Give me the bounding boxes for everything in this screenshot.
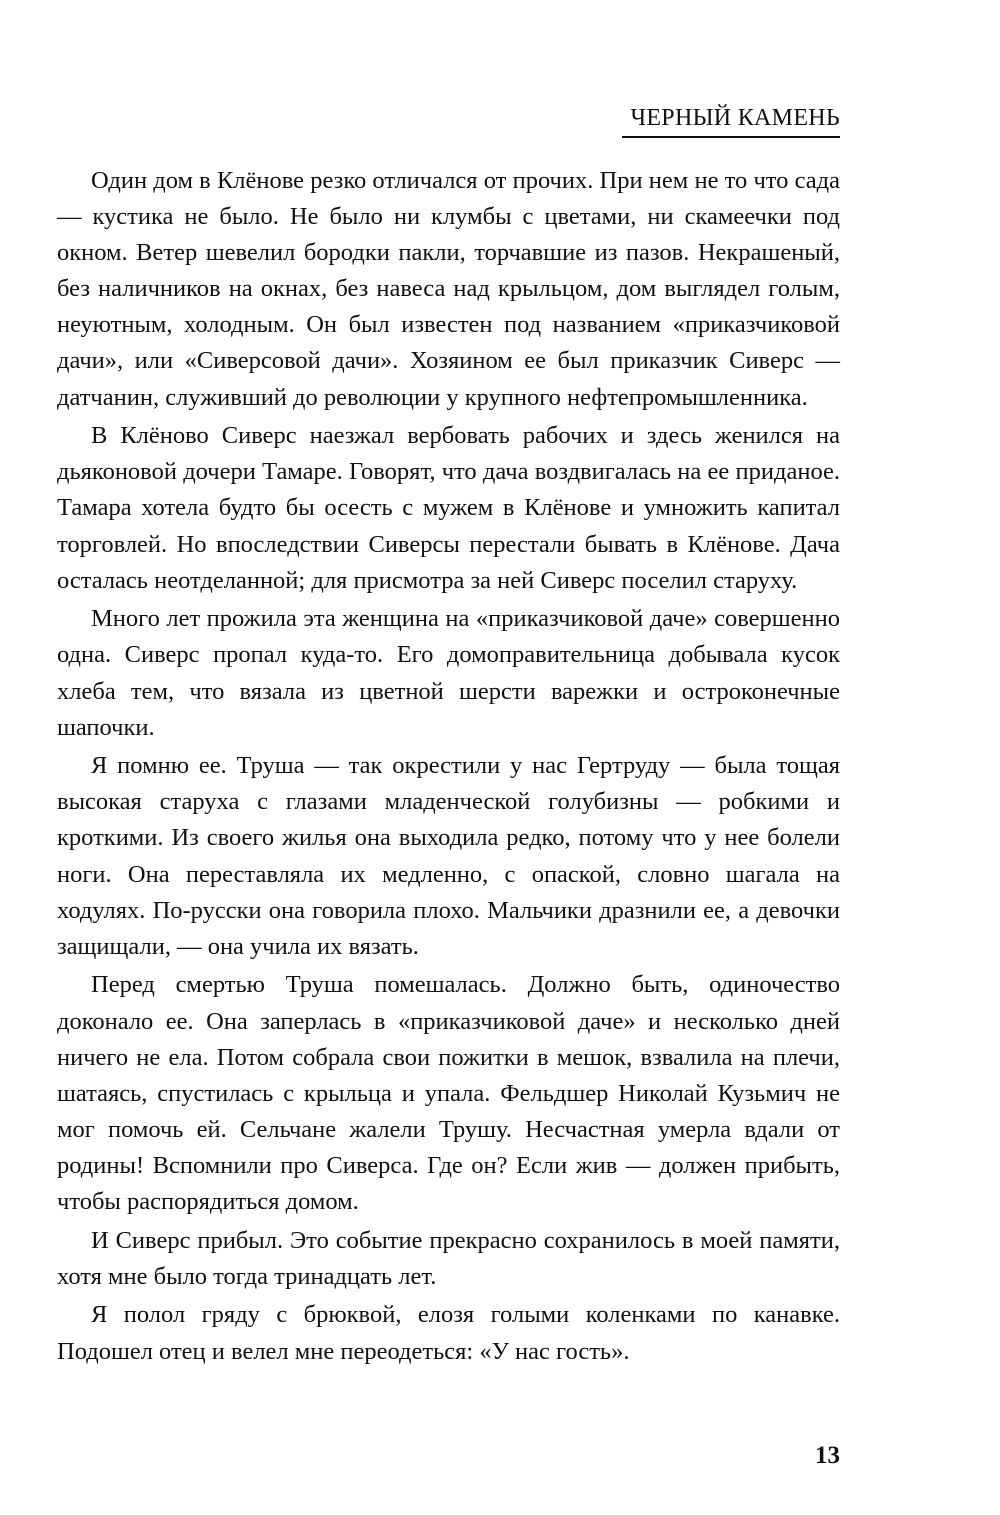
- paragraph: Перед смертью Труша помешалась. Должно быть, одиночество доконало ее. Она заперлась в «приказчиковой даче» и несколько дней ничего не ела. Потом собрала свои пожитки в мешок, взвалила на плечи, шатаясь, спустилась с крыльца и упала. Фельдшер Николай Кузьмич не мог помочь ей. Сельчане жалели Трушу. Несчастная умерла вдали от родины! Вспомнили про Сиверса. Где он? Если жив — должен прибыть, чтобы распорядиться домом.: [57, 971, 840, 1215]
- paragraph: Я помню ее. Труша — так окрестили у нас Гертруду — была тощая высокая старуха с глазами младенческой голубизны — робкими и кроткими. Из своего жилья она выходила редко, потому что у нее болели ноги. Она переставляла их медленно, с опаской, словно шагала на ходулях. По-русски она говорила плохо. Мальчики дразнили ее, а девочки защищали, — она учила их вязать.: [57, 752, 840, 960]
- paragraph: Один дом в Клёнове резко отличался от прочих. При нем не то что сада — кустика не было. Не было ни клумбы с цветами, ни скамеечки под окном. Ветер шевелил бородки пакли, торчавшие из пазов. Некрашеный, без наличников на окнах, без навеса над крыльцом, дом выглядел голым, неуютным, холодным. Он был известен под названием «приказчиковой дачи», или «Сиверсовой дачи». Хозяином ее был приказчик Сиверс — датчанин, служивший до революции у крупного нефтепромышленника.: [57, 167, 840, 411]
- paragraph: Много лет прожила эта женщина на «приказчиковой даче» совершенно одна. Сиверс пропал куда-то. Его домоправительница добывала кусок хлеба тем, что вязала из цветной шерсти варежки и остроконечные шапочки.: [57, 605, 840, 741]
- page-body: [57, 163, 840, 1372]
- running-title: ЧЕРНЫЙ КАМЕНЬ: [630, 105, 840, 131]
- paragraph: Я полол гряду с брюквой, елозя голыми коленками по канавке. Подошел отец и велел мне переодеться: «У нас гость».: [57, 1301, 840, 1365]
- header-rule: [622, 136, 840, 138]
- page-number: 13: [815, 1442, 840, 1469]
- paragraph: И Сиверс прибыл. Это событие прекрасно сохранилось в моей памяти, хотя мне было тогда тринадцать лет.: [57, 1226, 840, 1290]
- paragraph: В Клёново Сиверс наезжал вербовать рабочих и здесь женился на дьяконовой дочери Тамаре. Говорят, что дача воздвигалась на ее приданое. Тамара хотела будто бы осесть с мужем в Клёнове и умножить капитал торговлей. Но впоследствии Сиверсы перестали бывать в Клёнове. Дача осталась неотделанной; для присмотра за ней Сиверс поселил старуху.: [57, 422, 840, 594]
